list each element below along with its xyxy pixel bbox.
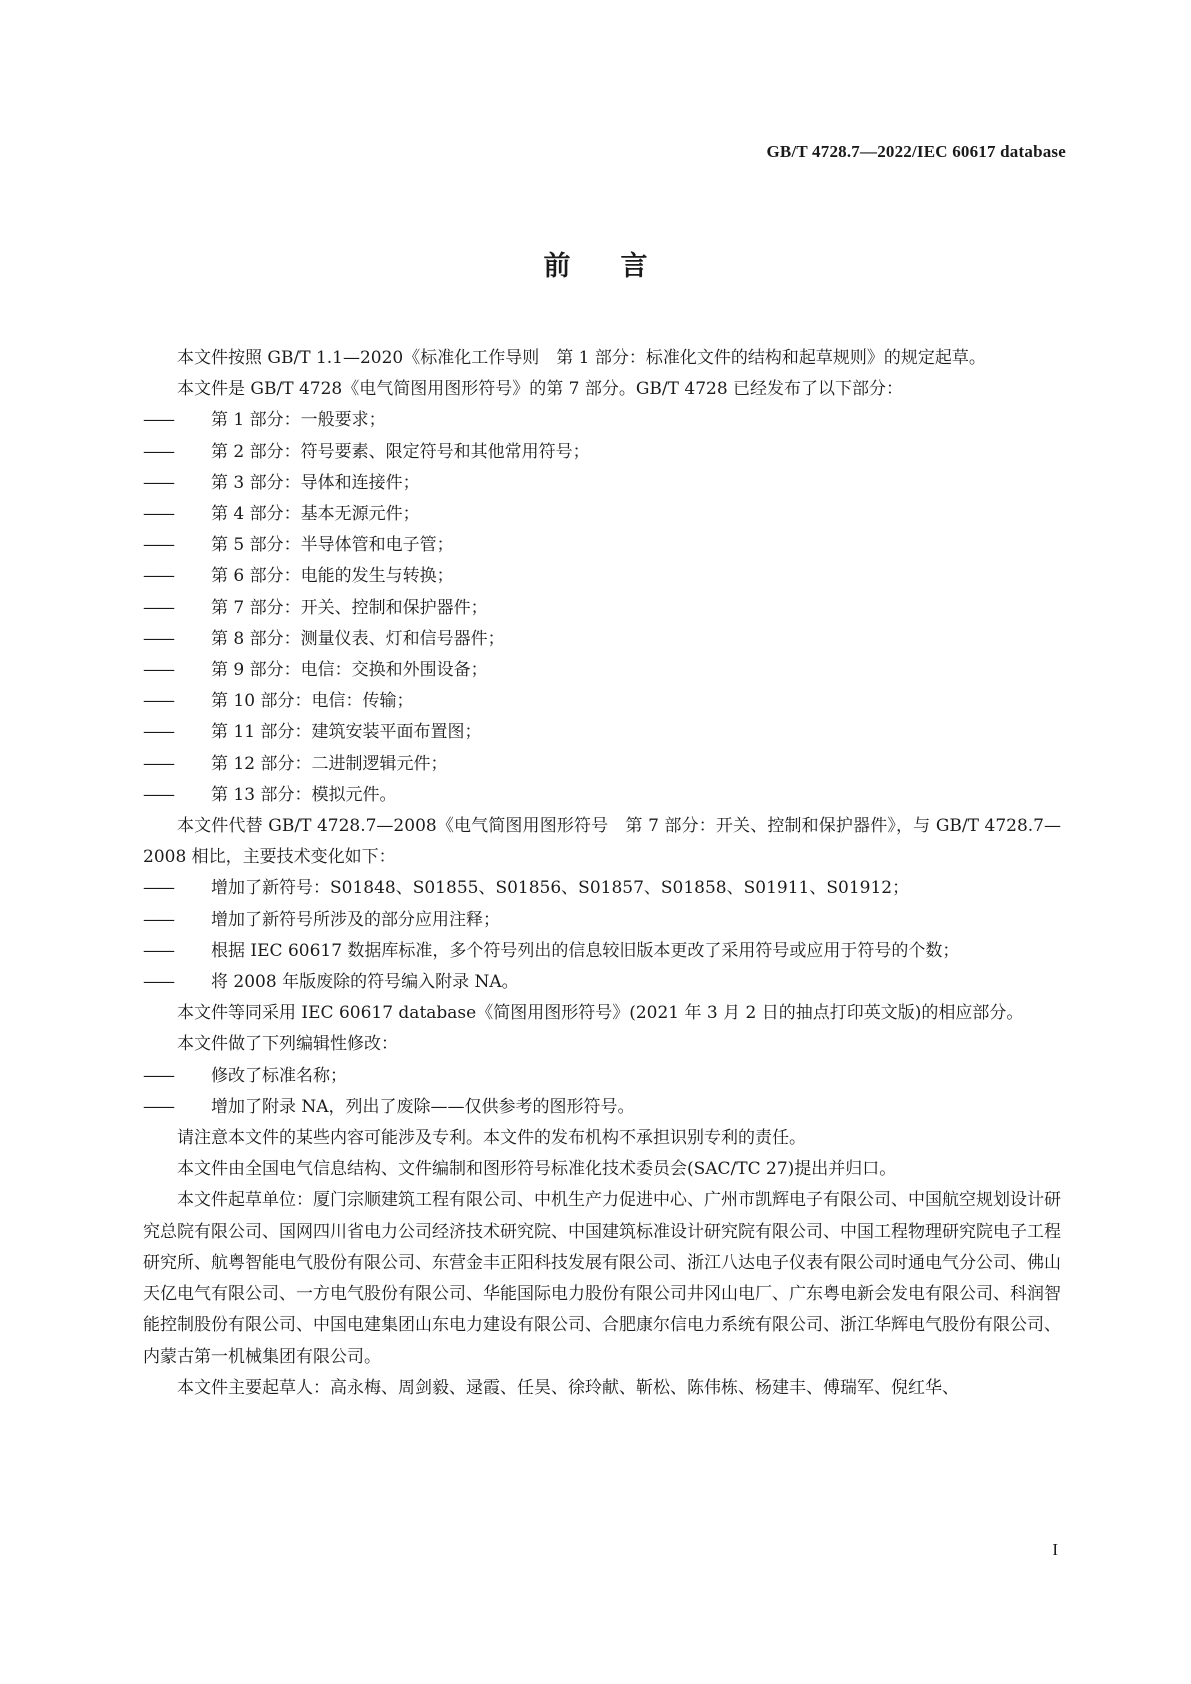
list-item: —— 第 7 部分：开关、控制和保护器件；: [143, 593, 1061, 624]
list-dash: ——: [143, 535, 173, 556]
list-item: —— 第 11 部分：建筑安装平面布置图；: [143, 717, 1061, 748]
paragraph-series-intro: 本文件是 GB/T 4728《电气简图用图形符号》的第 7 部分。GB/T 4728 已经发布了以下部分：: [177, 379, 904, 400]
document-body: [143, 343, 1061, 1404]
list-dash: ——: [143, 504, 173, 525]
list-dash: ——: [143, 972, 173, 993]
changes-list: [143, 873, 1061, 998]
list-item: —— 第 12 部分：二进制逻辑元件；: [143, 749, 1061, 780]
list-item: —— 将 2008 年版废除的符号编入附录 NA。: [143, 967, 1061, 998]
page-title: 前言: [543, 251, 698, 282]
list-item: —— 第 10 部分：电信：传输；: [143, 686, 1061, 717]
list-dash: ——: [143, 472, 173, 493]
list-item: —— 第 8 部分：测量仪表、灯和信号器件；: [143, 624, 1061, 655]
list-item: —— 修改了标准名称；: [143, 1061, 1061, 1092]
list-item: —— 第 1 部分：一般要求；: [143, 405, 1061, 436]
paragraph-drafting-units: 本文件起草单位：厦门宗顺建筑工程有限公司、中机生产力促进中心、广州市凯辉电子有限公司、中国航空规划设计研究总院有限公司、国网四川省电力公司经济技术研究院、中国建筑标准设计研究院有限公司、中国工程物理研究院电子工程研究所、航粤智能电气股份有限公司、东营金丰正阳科技发展有限公司、浙江八达电子仪表有限公司时通电气分公司、佛山天亿电气有限公司、一方电气股份有限公司、华能国际电力股份有限公司井冈山电厂、广东粤电新会发电有限公司、科润智能控制股份有限公司、中国电建集团山东电力建设有限公司、合肥康尔信电力系统有限公司、浙江华辉电气股份有限公司、内蒙古第一机械集团有限公司。: [143, 1190, 1061, 1367]
list-dash: ——: [143, 940, 173, 961]
list-dash: ——: [143, 722, 173, 743]
list-item: —— 增加了附录 NA，列出了废除——仅供参考的图形符号。: [143, 1092, 1061, 1123]
paragraph-patent-notice: 请注意本文件的某些内容可能涉及专利。本文件的发布机构不承担识别专利的责任。: [177, 1128, 806, 1149]
list-dash: ——: [143, 660, 173, 681]
list-item: —— 第 3 部分：导体和连接件；: [143, 468, 1061, 499]
list-item: —— 第 2 部分：符号要素、限定符号和其他常用符号；: [143, 437, 1061, 468]
list-item: —— 第 13 部分：模拟元件。: [143, 780, 1061, 811]
list-item: —— 增加了新符号：S01848、S01855、S01856、S01857、S01858、S01911、S01912；: [143, 873, 1061, 904]
list-dash: ——: [143, 628, 173, 649]
list-item: —— 第 4 部分：基本无源元件；: [143, 499, 1061, 530]
paragraph-supersedes: 本文件代替 GB/T 4728.7—2008《电气简图用图形符号 第 7 部分：开关、控制和保护器件》，与 GB/T 4728.7—2008 相比，主要技术变化如下：: [143, 816, 1061, 868]
list-dash: ——: [143, 753, 173, 774]
paragraph-drafters: 本文件主要起草人：高永梅、周剑毅、逯霞、任昊、徐玲献、靳松、陈伟栋、杨建丰、傅瑞军、倪红华、: [177, 1377, 959, 1398]
list-dash: ——: [143, 597, 173, 618]
list-dash: ——: [143, 691, 173, 712]
list-item: —— 第 6 部分：电能的发生与转换；: [143, 561, 1061, 592]
list-dash: ——: [143, 1096, 173, 1117]
list-dash: ——: [143, 909, 173, 930]
parts-list: [143, 405, 1061, 811]
standard-code-header: GB/T 4728.7—2022/IEC 60617 database: [766, 142, 1066, 161]
list-item: —— 增加了新符号所涉及的部分应用注释；: [143, 905, 1061, 936]
page-number: I: [1052, 1540, 1058, 1559]
list-dash: ——: [143, 784, 173, 805]
list-item: —— 第 9 部分：电信：交换和外围设备；: [143, 655, 1061, 686]
list-dash: ——: [143, 878, 173, 899]
list-item: —— 根据 IEC 60617 数据库标准，多个符号列出的信息较旧版本更改了采用符号或应用于符号的个数；: [143, 936, 1061, 967]
paragraph-equivalence: 本文件等同采用 IEC 60617 database《简图用图形符号》(2021 年 3 月 2 日的抽点打印英文版)的相应部分。: [177, 1003, 1024, 1024]
editorial-list: [143, 1061, 1061, 1123]
list-dash: ——: [143, 1065, 173, 1086]
list-item: —— 第 5 部分：半导体管和电子管；: [143, 530, 1061, 561]
paragraph-committee: 本文件由全国电气信息结构、文件编制和图形符号标准化技术委员会(SAC/TC 27)提出并归口。: [177, 1159, 897, 1180]
list-dash: ——: [143, 441, 173, 462]
paragraph-drafting-rules: 本文件按照 GB/T 1.1—2020《标准化工作导则 第 1 部分：标准化文件的结构和起草规则》的规定起草。: [177, 348, 986, 368]
paragraph-editorial-intro: 本文件做了下列编辑性修改：: [177, 1034, 398, 1055]
list-dash: ——: [143, 410, 173, 431]
list-dash: ——: [143, 566, 173, 587]
